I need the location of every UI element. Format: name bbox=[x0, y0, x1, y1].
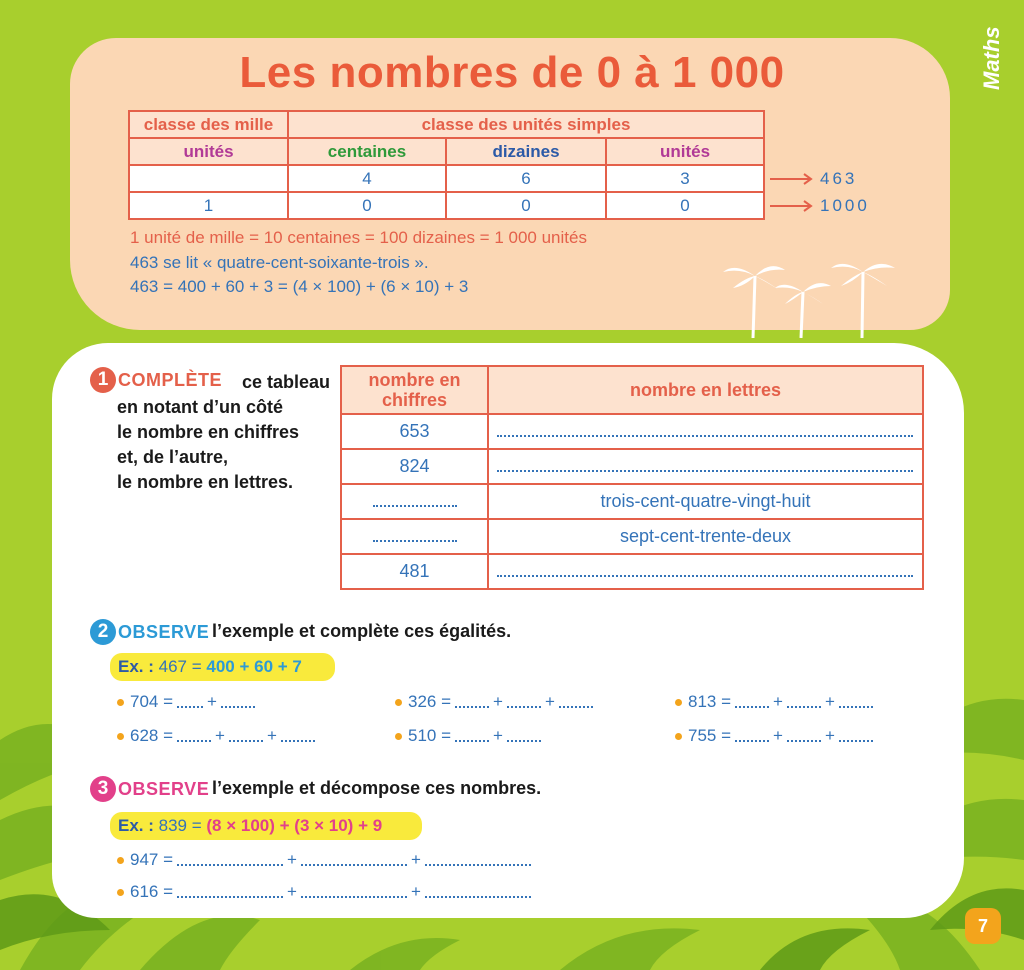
table-row bbox=[341, 414, 923, 449]
table-cell: 6 bbox=[446, 165, 606, 192]
task-label: 510 = bbox=[408, 726, 452, 745]
exercise-3-example bbox=[110, 812, 422, 840]
exercise-3-number: 3 bbox=[90, 776, 116, 802]
number-words-table bbox=[340, 365, 924, 590]
task-label: 628 = bbox=[130, 726, 174, 745]
digits-cell: 824 bbox=[341, 449, 488, 484]
page-number-badge: 7 bbox=[965, 908, 1001, 944]
task-item[interactable]: 704 = + bbox=[117, 692, 259, 712]
header-thousands-class: classe des mille bbox=[129, 111, 288, 138]
bullet-icon bbox=[117, 889, 124, 896]
exercise-1-number: 1 bbox=[90, 367, 116, 393]
arrow-right-icon bbox=[770, 200, 814, 212]
example-answer: (8 × 100) + (3 × 10) + 9 bbox=[206, 816, 383, 835]
table-header-row bbox=[341, 366, 923, 414]
result-number: 463 bbox=[820, 169, 858, 188]
arrow-right-icon bbox=[770, 173, 814, 185]
place-value-table bbox=[128, 110, 765, 220]
table-header-row bbox=[129, 138, 764, 165]
page-title: Les nombres de 0 à 1 000 bbox=[239, 48, 785, 97]
letters-answer-field[interactable] bbox=[488, 554, 923, 589]
exercise-2-number: 2 bbox=[90, 619, 116, 645]
header-tens: dizaines bbox=[446, 138, 606, 165]
exercise-1-verb: COMPLÈTE bbox=[118, 370, 223, 390]
bullet-icon bbox=[117, 857, 124, 864]
table-row bbox=[341, 519, 923, 554]
palm-trees-illustration bbox=[715, 258, 905, 338]
table-cell: 0 bbox=[446, 192, 606, 219]
header-letters: nombre en lettres bbox=[488, 366, 923, 414]
bullet-icon bbox=[675, 733, 682, 740]
instruction-line: et, de l’autre, bbox=[117, 447, 229, 467]
table-row bbox=[129, 165, 764, 192]
digits-cell: 653 bbox=[341, 414, 488, 449]
table-cell: 4 bbox=[288, 165, 446, 192]
bullet-icon bbox=[395, 699, 402, 706]
digits-answer-field[interactable] bbox=[341, 484, 488, 519]
bullet-icon bbox=[117, 733, 124, 740]
digits-cell: 481 bbox=[341, 554, 488, 589]
letters-cell: sept-cent-trente-deux bbox=[488, 519, 923, 554]
bullet-icon bbox=[395, 733, 402, 740]
table-row bbox=[341, 484, 923, 519]
table-cell bbox=[129, 165, 288, 192]
table-header-row bbox=[129, 111, 764, 138]
table-cell: 0 bbox=[606, 192, 764, 219]
task-item[interactable]: 947 = + + bbox=[117, 850, 535, 870]
result-number: 1000 bbox=[820, 196, 870, 215]
task-item[interactable]: 755 = + + bbox=[675, 726, 877, 746]
result-row-1 bbox=[770, 169, 857, 189]
exercise-1-instruction bbox=[117, 370, 347, 495]
digits-answer-field[interactable] bbox=[341, 519, 488, 554]
header-units: unités bbox=[606, 138, 764, 165]
example-number: 839 = bbox=[158, 816, 202, 835]
table-cell: 3 bbox=[606, 165, 764, 192]
table-row bbox=[129, 192, 764, 219]
letters-cell: trois-cent-quatre-vingt-huit bbox=[488, 484, 923, 519]
example-answer: 400 + 60 + 7 bbox=[206, 657, 302, 676]
example-number: 467 = bbox=[158, 657, 202, 676]
rule-text: 1 unité de mille = 10 centaines = 100 dizaines = 1 000 unités bbox=[130, 228, 587, 247]
task-label: 704 = bbox=[130, 692, 174, 711]
task-item[interactable]: 628 = + + bbox=[117, 726, 319, 746]
task-label: 326 = bbox=[408, 692, 452, 711]
header-hundreds: centaines bbox=[288, 138, 446, 165]
rule-text: 463 se lit « quatre-cent-soixante-trois ». bbox=[130, 253, 429, 272]
task-label: 755 = bbox=[688, 726, 732, 745]
letters-answer-field[interactable] bbox=[488, 449, 923, 484]
subject-label: Maths bbox=[979, 26, 1004, 90]
instruction-line: en notant d’un côté bbox=[117, 397, 283, 417]
table-cell: 1 bbox=[129, 192, 288, 219]
exercise-3-instruction: l’exemple et décompose ces nombres. bbox=[212, 778, 542, 798]
table-row bbox=[341, 554, 923, 589]
exercise-3-verb: OBSERVE bbox=[118, 779, 210, 799]
instruction-line: ce tableau bbox=[242, 372, 331, 392]
table-cell: 0 bbox=[288, 192, 446, 219]
task-label: 813 = bbox=[688, 692, 732, 711]
task-item[interactable]: 510 = + bbox=[395, 726, 545, 746]
rule-text: 463 = 400 + 60 + 3 = (4 × 100) + (6 × 10) + 3 bbox=[130, 277, 469, 296]
exercise-2-example bbox=[110, 653, 335, 681]
task-item[interactable]: 326 = + + bbox=[395, 692, 597, 712]
exercise-2-instruction: l’exemple et complète ces égalités. bbox=[212, 621, 512, 641]
bullet-icon bbox=[117, 699, 124, 706]
example-label: Ex. : bbox=[118, 816, 154, 835]
task-item[interactable]: 616 = + + bbox=[117, 882, 535, 902]
header-thousands-units: unités bbox=[129, 138, 288, 165]
example-label: Ex. : bbox=[118, 657, 154, 676]
exercise-2-verb: OBSERVE bbox=[118, 622, 210, 642]
instruction-line: le nombre en lettres. bbox=[117, 472, 294, 492]
result-row-2 bbox=[770, 196, 870, 216]
instruction-line: le nombre en chiffres bbox=[117, 422, 300, 442]
task-label: 616 = bbox=[130, 882, 174, 901]
table-row bbox=[341, 449, 923, 484]
task-label: 947 = bbox=[130, 850, 174, 869]
letters-answer-field[interactable] bbox=[488, 414, 923, 449]
bullet-icon bbox=[675, 699, 682, 706]
header-units-class: classe des unités simples bbox=[288, 111, 764, 138]
header-digits: nombre en chiffres bbox=[341, 366, 488, 414]
task-item[interactable]: 813 = + + bbox=[675, 692, 877, 712]
